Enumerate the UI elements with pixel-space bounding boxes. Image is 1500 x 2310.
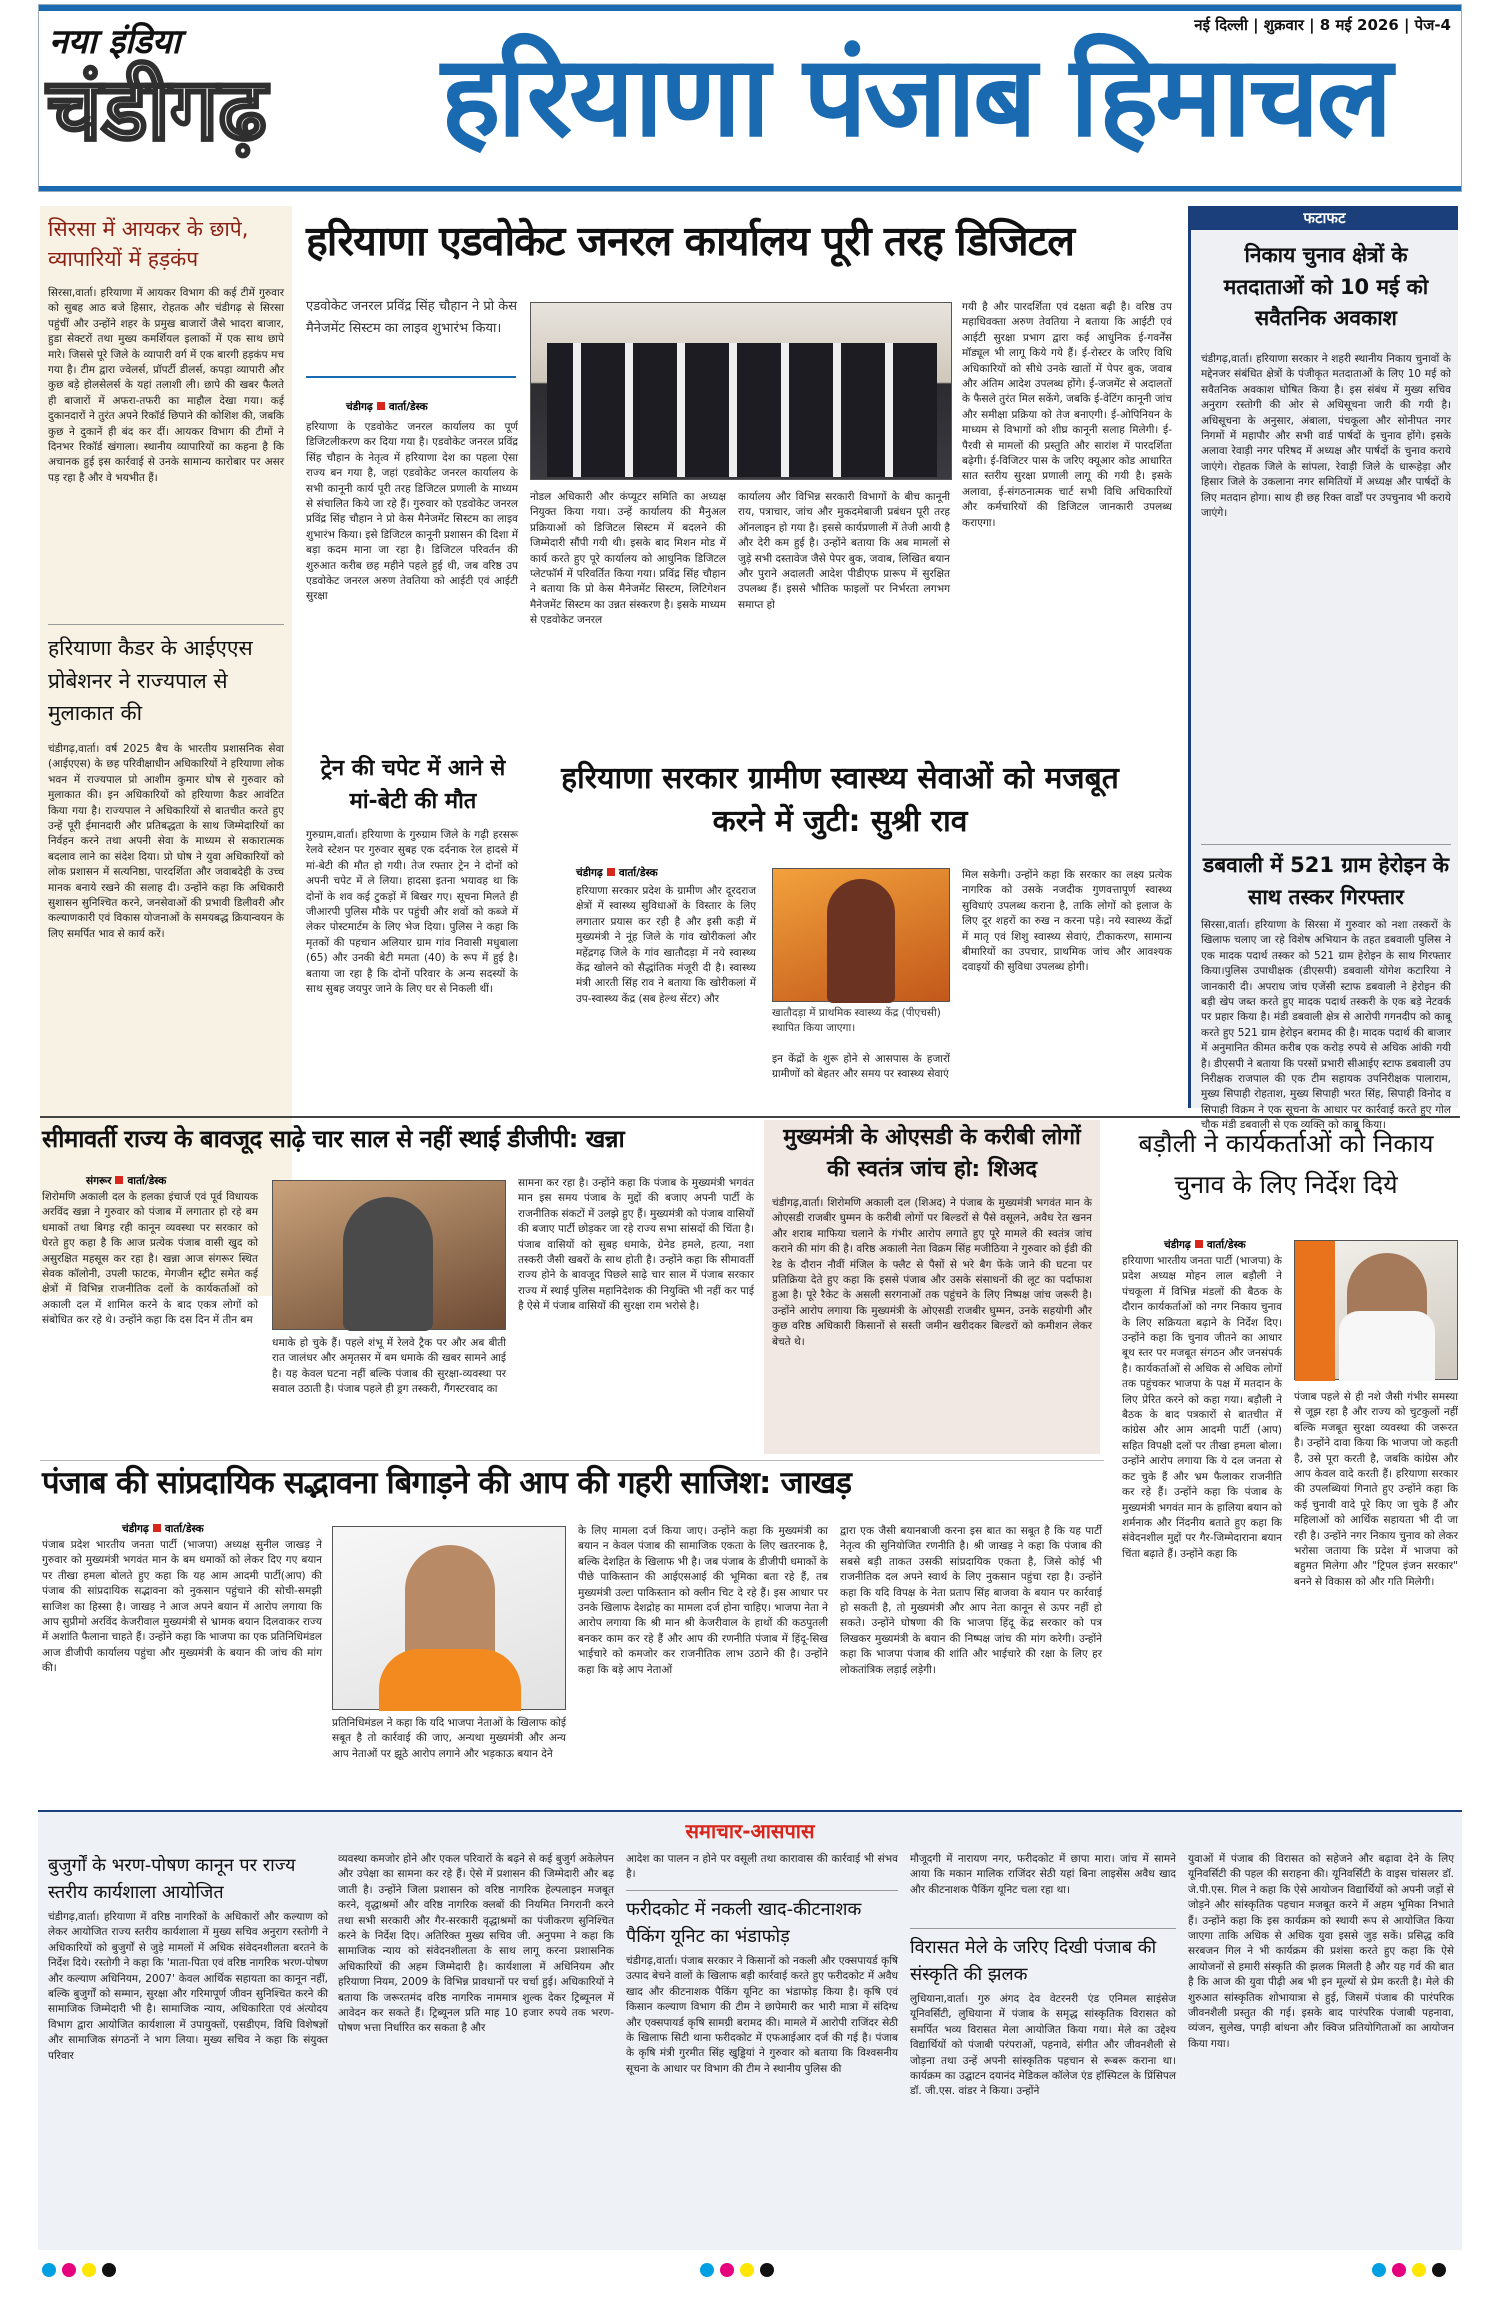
registration-dot	[720, 2263, 734, 2277]
story-headline: निकाय चुनाव क्षेत्रों के मतदाताओं को 10 मई को सवैतनिक अवकाश	[1223, 243, 1429, 330]
byline-place: चंडीगढ़	[346, 401, 373, 413]
registration-dot	[102, 2263, 116, 2277]
registration-dot	[1392, 2263, 1406, 2277]
photo-person-clothes	[379, 1649, 521, 1711]
badoli-headline: बड़ौली ने कार्यकर्ताओं को निकाय चुनाव के लिए निर्देश दिये	[1138, 1129, 1434, 1199]
divider	[626, 1890, 898, 1891]
registration-dot	[700, 2263, 714, 2277]
byline-marker	[607, 868, 615, 876]
story-body: व्यवस्था कमजोर होने और एकल परिवारों के बढ़ने से कई बुजुर्ग अकेलेपन और उपेक्षा का सामना कर रहे हैं। ऐसे में प्रशासन की जिम्मेदारी और बढ़ जाती है। उन्होंने जिला प्रशासन को वरिष्ठ नागरिक हेल्पलाइन मजबूत करने, वृद्धाश्रमों और वरिष्ठ नागरिक क्लबों की नियमित निगरानी करने तथा सभी सरकारी और गैर-सरकारी वृद्धाश्रमों का पंजीकरण सुनिश्चित करने के निर्देश दिए। अतिरिक्त मुख्य सचिव जी. अनुपमा ने कहा कि सामाजिक न्याय को संवेदनशीलता के साथ लागू करना प्रशासनिक अधिकारियों की अहम जिम्मेदारी है। कार्यशाला में अधिनियम और हरियाणा नियम, 2009 के विभिन्न प्रावधानों पर चर्चा हुई। अधिकारियों ने बताया कि जरूरतमंद वरिष्ठ नागरिक नाममात्र शुल्क देकर ट्रिब्यूनल में आवेदन कर सकते हैं। ट्रिब्यूनल प्रति माह 10 हजार रुपये तक भरण-पोषण भत्ता निर्धारित कर सकता है और	[338, 1853, 614, 2035]
jakhar-col-3: के लिए मामला दर्ज किया जाए। उन्होंने कहा कि मुख्यमंत्री का बयान न केवल पंजाब की सामाजिक एकता के लिए खतरनाक है, बल्कि देशहित के खिलाफ भी है। जब पंजाब के डीजीपी धमाकों के पीछे पाकिस्तान की आईएसआई की भूमिका बता रहे हैं, तब मुख्यमंत्री उल्टा पाकिस्तान को क्लीन चिट दे रहे हैं। इस आधार पर उनके खिलाफ देशद्रोह का मामला दर्ज होना चाहिए। भाजपा नेता ने आरोप लगाया कि श्री मान श्री केजरीवाल के हाथों की कठपुतली बनकर काम कर रहे हैं और आप की रणनीति पंजाब में हिंदू-सिख भाईचारे को कमजोर कर राजनीतिक लाभ उठाने की है। उन्होंने कहा कि बड़े आप नेताओं	[578, 1525, 828, 1676]
lead-col-2: नोडल अधिकारी और कंप्यूटर समिति का अध्यक्ष नियुक्त किया गया। उन्हें कार्यालय की मैनुअल प्रक्रियाओं को डिजिटल सिस्टम में बदलने की जिम्मेदारी सौंपी गयी थी। इसके बाद मिशन मोड में कार्य करते हुए पूरे कार्यालय को आधुनिक डिजिटल प्लेटफॉर्म में परिवर्तित किया गया। प्रविंद्र सिंह चौहान ने बताया कि प्रो केस मैनेजमेंट सिस्टम, लिटिगेशन मैनेजमेंट सिस्टम का उन्नत संस्करण है। इसके माध्यम से एडवोकेट जनरल	[530, 491, 726, 627]
health-photo	[772, 868, 950, 1002]
story-body: चंडीगढ़,वार्ता। वर्ष 2025 बैच के भारतीय प्रशासनिक सेवा (आईएएस) के छह परिवीक्षाधीन अधिकारियों ने हरियाणा लोक भवन में राज्यपाल प्रो आशीम कुमार घोष से गुरुवार को मुलाकात की। इन अधिकारियों को हरियाणा कैडर आवंटित किया गया है। राज्यपाल ने अधिकारियों से बातचीत करते हुए उन्हें पूरी ईमानदारी और प्रतिबद्धता के साथ जिम्मेदारियों का निर्वहन करने तथा अपनी सेवा के माध्यम से सकारात्मक बदलाव लाने का संदेश दिया। प्रो घोष ने युवा अधिकारियों को लोक प्रशासन में सत्यनिष्ठा, पारदर्शिता और जवाबदेही के उच्च मानक बनाये रखने की सलाह दी। उन्होंने कहा कि अधिकारी सुशासन सुनिश्चित करने, जनसेवाओं की प्रभावी डिलीवरी और कल्याणकारी एवं विकास योजनाओं के समयबद्ध क्रियान्वयन के लिए समर्पित भाव से कार्य करें।	[48, 743, 284, 940]
story-body: आदेश का पालन न होने पर वसूली तथा कारावास की कार्रवाई भी संभव है।	[626, 1853, 898, 1881]
registration-marks-right	[1372, 2262, 1452, 2281]
dgp-col-2: धमाके हो चुके हैं। पहले शंभू में रेलवे ट्रैक पर और अब बीती रात जालंधर और अमृतसर में बम धमाके की खबर सामने आई है। यह केवल घटना नहीं बल्कि पंजाब की सुरक्षा-व्यवस्था पर सवाल उठाती है। पंजाब पहले ही ड्रग तस्करी, गैंगस्टरवाद का	[272, 1337, 506, 1396]
health-col-3: इन केंद्रों के शुरू होने से आसपास के हजारों ग्रामीणों को बेहतर और समय पर स्वास्थ्य सेवाएं	[772, 1053, 950, 1081]
registration-dot	[42, 2263, 56, 2277]
dgp-headline: सीमावर्ती राज्य के बावजूद साढ़े चार साल से नहीं स्थाई डीजीपी: खन्ना	[42, 1125, 625, 1153]
story-headline: डबवाली में 521 ग्राम हेरोइन के साथ तस्कर गिरफ्तार	[1202, 853, 1450, 909]
registration-dot	[1372, 2263, 1386, 2277]
dateline: नई दिल्ली | शुक्रवार | 8 मई 2026 | पेज-4	[1194, 16, 1451, 34]
lead-headline: हरियाणा एडवोकेट जनरल कार्यालय पूरी तरह डिजिटल	[306, 217, 1075, 265]
badoli-photo	[1294, 1240, 1458, 1380]
registration-dot	[82, 2263, 96, 2277]
samachar-section	[38, 1810, 1462, 2250]
section-rule	[40, 1116, 1460, 1118]
photo-person	[827, 879, 895, 1003]
story-headline: बुजुर्गों के भरण-पोषण कानून पर राज्य स्तरीय कार्यशाला आयोजित	[48, 1855, 296, 1903]
byline-agency: वार्ता/डेस्क	[618, 867, 658, 879]
byline-agency: वार्ता/डेस्क	[164, 1523, 204, 1535]
lead-col-3: कार्यालय और विभिन्न सरकारी विभागों के बीच कानूनी राय, पत्राचार, जांच और मुकदमेबाजी प्रबंधन पूरी तरह ऑनलाइन हो गया है। इससे कार्यप्रणाली में तेजी आयी है और देरी कम हुई है। उन्होंने बताया कि अब मामलों से जुड़े सभी दस्तावेज जैसे पेपर बुक, जवाब, लिखित बयान और पुराने अदालती आदेश पीडीएफ प्रारूप में सुरक्षित उपलब्ध हैं। इससे भौतिक फाइलों पर निर्भरता लगभग समाप्त हो	[738, 491, 950, 611]
byline-place: चंडीगढ़	[122, 1523, 149, 1535]
city-name: चंडीगढ़	[47, 60, 267, 160]
story-headline: सिरसा में आयकर के छापे, व्यापारियों में हड़कंप	[48, 217, 249, 272]
party-flag	[1295, 1241, 1335, 1381]
registration-dot	[62, 2263, 76, 2277]
story-body: मौजूदगी में नारायण नगर, फरीदकोट में छापा मारा। जांच में सामने आया कि मकान मालिक राजिंदर सेठी यहां बिना लाइसेंस अवैध खाद और कीटनाशक पैकिंग यूनिट चला रहा था।	[910, 1853, 1176, 1896]
story-body: चंडीगढ़,वार्ता। हरियाणा सरकार ने शहरी स्थानीय निकाय चुनावों के मद्देनजर संबंधित क्षेत्रों के पंजीकृत मतदाताओं के लिए 10 मई को सवैतनिक अवकाश घोषित किया है। इस संबंध में मुख्य सचिव अनुराग रस्तोगी की ओर से अधिसूचना जारी की गयी है। अधिसूचना के अनुसार, अंबाला, पंचकूला और सोनीपत नगर निगमों में महापौर और सभी वार्ड पार्षदों के चुनाव होंगे। इसके अलावा रेवाड़ी नगर परिषद में अध्यक्ष और पार्षदों के चुनाव कराये जाएंगे। रोहतक जिले के सांपला, रेवाड़ी जिले के धारूहेड़ा और हिसार जिले के उकलाना नगर समितियों में अध्यक्ष और पार्षदों के लिए मतदान होगा। साथ ही छह रिक्त वार्डों पर उपचुनाव भी कराये जाएंगे।	[1201, 353, 1451, 520]
train-headline: ट्रेन की चपेट में आने से मां-बेटी की मौत	[320, 756, 506, 814]
fatafat-label: फटाफट	[1191, 206, 1458, 230]
osd-body: चंडीगढ़,वार्ता। शिरोमणि अकाली दल (शिअद) ने पंजाब के मुख्यमंत्री भगवंत मान के ओएसडी राजबीर घुम्मन के करीबी लोगों पर बिल्डरों से पैसे वसूलने, अवैध रेत खनन और शराब माफिया चलाने के गंभीर आरोप लगाते हुए पूरे मामले की स्वतंत्र जांच कराने की मांग की है। वरिष्ठ अकाली नेता विक्रम सिंह मजीठिया ने गुरुवार को ईडी की रेड के दौरान नौवीं मंजिल के फ्लैट से पैसों से भरे बैग फेंके जाने की घटना पर प्रतिक्रिया देते हुए कहा कि इससे पंजाब और उसके संसाधनों की लूट का पर्दाफाश हुआ है। पूरे रैकेट के असली सरगनाओं तक पहुंचने के लिए निष्पक्ष जांच जरूरी है। उन्होंने आरोप लगाया कि मुख्यमंत्री के ओएसडी राजबीर घुम्मन, उनके सहयोगी और कुछ वरिष्ठ अधिकारी किसानों से सस्ती जमीन खरीदकर बिल्डरों को कमीशन लेकर बेचते थे।	[772, 1197, 1092, 1348]
registration-dot	[1432, 2263, 1446, 2277]
badoli-col-2: पंजाब पहले से ही नशे जैसी गंभीर समस्या से जूझ रहा है और राज्य को चुटकुलों नहीं बल्कि मजबूत सुरक्षा व्यवस्था की जरूरत है। उन्होंने दावा किया कि भाजपा जो कहती है, उसे पूरा करती है, जबकि कांग्रेस और आप केवल वादे करती हैं। हरियाणा सरकार की उपलब्धियां गिनाते हुए उन्होंने कहा कि कई चुनावी वादे पूरे किए जा चुके हैं और महिलाओं को आर्थिक सहायता भी दी जा रही है। उन्होंने नगर निकाय चुनाव को लेकर भरोसा जताया कि प्रदेश में भाजपा को बहुमत मिलेगा और "ट्रिपल इंजन सरकार" बनने से विकास को और गति मिलेगी।	[1294, 1391, 1458, 1588]
health-caption: खातौदड़ा में प्राथमिक स्वास्थ्य केंद्र (पीएचसी) स्थापित किया जाएगा।	[772, 1007, 941, 1034]
story-body: युवाओं में पंजाब की विरासत को सहेजने और बढ़ावा देने के लिए यूनिवर्सिटी की पहल की सराहना की। यूनिवर्सिटी के वाइस चांसलर डॉ. जे.पी.एस. गिल ने कहा कि ऐसे आयोजन विद्यार्थियों को अपनी जड़ों से जोड़ने और सांस्कृतिक पहचान मजबूत करने में अहम भूमिका निभाते हैं। उन्होंने कहा कि इस कार्यक्रम को स्थायी रूप से आयोजित किया जाएगा ताकि अधिक से अधिक युवा इससे जुड़ सकें। प्रसिद्ध कवि सरबजन गिल ने भी कार्यक्रम की प्रशंसा करते हुए कहा कि ऐसे आयोजनों से हमारी संस्कृति की झलक मिलती है और यह गर्व की बात है कि आज की युवा पीढ़ी अब भी इन मूल्यों से प्रेम करती है। मेले की शुरुआत सांस्कृतिक शोभायात्रा से हुई, जिसमें पंजाब की पारंपरिक जीवनशैली प्रस्तुत की गई। इसके बाद पारंपरिक पंजाबी पहनावा, व्यंजन, सुलेख, पगड़ी बांधना और क्विज प्रतियोगिताओं का आयोजन किया गया।	[1188, 1853, 1454, 2050]
lead-col-4: गयी है और पारदर्शिता एवं दक्षता बढ़ी है। वरिष्ठ उप महाधिवक्ता अरुण तेवतिया ने बताया कि आईटी एवं आईटी सुरक्षा प्रभाग द्वारा कई आधुनिक ई-गवर्नेंस मॉड्यूल भी लागू किये गये हैं। ई-रोस्टर के जरिए विधि अधिकारियों को सीधे उनके खातों में पेपर बुक, जवाब और अंतिम आदेश उपलब्ध होंगे। ई-जजमेंट से अदालतों के फैसले तुरंत मिल सकेंगे, जबकि ई-वेटिंग कानूनी जांच और समीक्षा प्रक्रिया को तेज बनाएगी। ई-ओपिनियन के माध्यम से विभागों को शीघ्र कानूनी सलाह मिलेगी। ई-पैरवी से मामलों की प्रस्तुति और सारांश में पारदर्शिता बढ़ेगी। ई-विजिटर पास के जरिए क्यूआर कोड आधारित सात स्तरीय सुरक्षा प्रणाली लागू की गयी है। इसके अलावा, ई-संगठनात्मक चार्ट सभी विधि अधिकारियों और कर्मचारियों की डिजिटल जानकारी उपलब्ध कराएगा।	[962, 301, 1172, 529]
masthead-bottom-rule	[39, 186, 1461, 191]
health-col-2: मिल सकेगी। उन्होंने कहा कि सरकार का लक्ष्य प्रत्येक नागरिक को उसके नजदीक गुणवत्तापूर्ण स्वास्थ्य सुविधाएं उपलब्ध कराना है, ताकि लोगों को इलाज के लिए दूर शहरों का रुख न करना पड़े। नये स्वास्थ्य केंद्रों में मातृ एवं शिशु स्वास्थ्य सेवाएं, टीकाकरण, सामान्य बीमारियों का उपचार, प्राथमिक जांच और आवश्यक दवाइयों की सुविधा उपलब्ध होगी।	[962, 869, 1172, 974]
byline-marker	[115, 1176, 123, 1184]
story-body: लुधियाना,वार्ता। गुरु अंगद देव वेटरनरी एंड एनिमल साइंसेज यूनिवर्सिटी, लुधियाना में पंजाब के समृद्ध सांस्कृतिक विरासत को समर्पित भव्य विरासत मेला आयोजित किया गया। मेले का उद्देश्य विद्यार्थियों को पंजाबी परंपराओं, पहनावे, संगीत और जीवनशैली से जोड़ना तथा उन्हें अपनी सांस्कृतिक पहचान से रूबरू कराना था। कार्यक्रम का उद्घाटन दयानंद मेडिकल कॉलेज एंड हॉस्पिटल के प्रिंसिपल डॉ. जी.एस. वांडर ने किया। उन्होंने	[910, 1993, 1176, 2098]
brand-logo: नया इंडिया	[49, 22, 181, 62]
byline-marker	[377, 402, 385, 410]
byline-agency: वार्ता/डेस्क	[127, 1175, 167, 1187]
lead-byline	[346, 400, 428, 414]
train-body: गुरुग्राम,वार्ता। हरियाणा के गुरुग्राम जिले के गढ़ी हरसरू रेलवे स्टेशन पर गुरुवार सुबह एक दर्दनाक रेल हादसे में मां-बेटी की मौत हो गयी। तेज रफ्तार ट्रेन ने दोनों को अपनी चपेट में ले लिया। हादसा इतना भयावह था कि दोनों के शव कई टुकड़ों में बिखर गए। सूचना मिलते ही जीआरपी पुलिस मौके पर पहुंची और शवों को कब्जे में लेकर पोस्टमार्टम के लिए भेज दिया। पुलिस ने कहा कि मृतकों की पहचान अलियार ग्राम गांव निवासी मधुबाला (65) और उनकी बेटी ममता (40) के रूप में हुई है। बताया जा रहा है कि दोनों परिवार के अन्य सदस्यों के साथ सुबह जयपुर जाने के लिए घर से निकली थीं।	[306, 829, 518, 996]
byline-place: संगरूर	[86, 1175, 112, 1187]
section-title: हरियाणा पंजाब हिमाचल	[441, 32, 1390, 162]
byline-place: चंडीगढ़	[1164, 1239, 1191, 1251]
health-byline	[576, 866, 658, 880]
dgp-col-1: शिरोमणि अकाली दल के हलका इंचार्ज एवं पूर्व विधायक अरविंद खन्ना ने गुरुवार को पंजाब में लगातार हो रहे बम धमाकों तथा बिगड़ रही कानून व्यवस्था पर सरकार को घेरते हुए कहा है कि आज प्रत्येक पंजाब वासी खुद को असुरक्षित महसूस कर रहा है। खन्ना आज संगरूर स्थित सेवक कॉलोनी, उपली फाटक, मेगजीन स्ट्रीट समेत कई क्षेत्रों में विभिन्न राजनीतिक दलों के कार्यकर्ताओं को अकाली दल में शामिल करने के बाद एकत्र लोगों को संबोधित कर रहे थे। उन्होंने कहा कि दस दिन में तीन बम	[42, 1191, 258, 1327]
caption-rule	[306, 376, 516, 378]
photo-person	[343, 1197, 433, 1331]
byline-agency: वार्ता/डेस्क	[388, 401, 428, 413]
osd-headline: मुख्यमंत्री के ओएसडी के करीबी लोगों की स्वतंत्र जांच हो: शिअद	[783, 1125, 1081, 1182]
registration-dot	[740, 2263, 754, 2277]
photo-person-clothes	[1339, 1311, 1435, 1381]
jakhar-col-2: प्रतिनिधिमंडल ने कहा कि यदि भाजपा नेताओं के खिलाफ कोई सबूत है तो कार्रवाई की जाए, अन्यथा मुख्यमंत्री और अन्य आप नेताओं पर झूठे आरोप लगाने और भड़काऊ बयान देने	[332, 1717, 566, 1760]
divider	[910, 1928, 1176, 1929]
story-body: चंडीगढ़,वार्ता। हरियाणा में वरिष्ठ नागरिकों के अधिकारों और कल्याण को लेकर आयोजित राज्य स्तरीय कार्यशाला में मुख्य सचिव अनुराग रस्तोगी ने अधिकारियों को बुजुर्गों से जुड़े मामलों में अधिक संवेदनशीलता बरतने के निर्देश दिये। रस्तोगी ने कहा कि 'माता-पिता एवं वरिष्ठ नागरिक भरण-पोषण और कल्याण अधिनियम, 2007' केवल आर्थिक सहायता का कानून नहीं, बल्कि बुजुर्गों को सम्मान, सुरक्षा और गरिमापूर्ण जीवन सुनिश्चित करने की सामाजिक जिम्मेदारी भी है। सामाजिक न्याय, अधिकारिता एवं अंत्योदय विभाग द्वारा आयोजित कार्यशाला में उपायुक्तों, एसडीएम, विधि विशेषज्ञों और सामाजिक संगठनों ने भाग लिया। मुख्य सचिव ने कहा कि संयुक्त परिवार	[48, 1911, 328, 2062]
divider	[1201, 844, 1451, 845]
photo-people	[547, 343, 937, 477]
badoli-col-1: हरियाणा भारतीय जनता पार्टी (भाजपा) के प्रदेश अध्यक्ष मोहन लाल बड़ौली ने पंचकूला में विभिन्न मंडलों की बैठक के दौरान कार्यकर्ताओं को नगर निकाय चुनाव के लिए सक्रियता बढ़ाने के निर्देश दिए। उन्होंने कहा कि चुनाव जीतने का आधार बूथ स्तर पर मजबूत संगठन और जनसंपर्क है। कार्यकर्ताओं से अधिक से अधिक लोगों तक पहुंचकर भाजपा के पक्ष में मतदान के लिए प्रेरित करने को कहा गया। बड़ौली ने बैठक के बाद पत्रकारों से बातचीत में कांग्रेस और आम आदमी पार्टी (आप) सहित विपक्षी दलों पर तीखा हमला बोला। उन्होंने आरोप लगाया कि ये दल जनता से कट चुके हैं और भ्रम फैलाकर राजनीति कर रहे हैं। उन्होंने कहा कि पंजाब के मुख्यमंत्री भगवंत मान के हालिया बयान को शर्मनाक और निंदनीय बताते हुए कहा कि संवेदनशील मुद्दों पर गैर-जिम्मेदाराना बयान चिंता बढ़ाते हैं। उन्होंने कहा कि	[1122, 1255, 1282, 1560]
jakhar-col-4: द्वारा एक जैसी बयानबाजी करना इस बात का सबूत है कि यह पार्टी नेतृत्व की सुनियोजित रणनीति है। श्री जाखड़ ने कहा कि पंजाब की सबसे बड़ी ताकत उसकी सांप्रदायिक एकता है, जिसे कोई भी राजनीतिक दल अपने स्वार्थ के लिए नुकसान पहुंचा रहा है। उन्होंने कहा कि यदि विपक्ष के नेता प्रताप सिंह बाजवा के बयान पर कार्रवाई हो सकती है, तो मुख्यमंत्री और आप नेता कानून से ऊपर नहीं हो सकते। उन्होंने घोषणा की कि भाजपा हिंदू केंद्र सरकार को पत्र लिखकर मुख्यमंत्री के बयान की निष्पक्ष जांच की मांग करेगी। उन्होंने कहा कि भाजपा पंजाब की शांति और भाईचारे की रक्षा के लिए हर लोकतांत्रिक लड़ाई लड़ेगी।	[840, 1525, 1102, 1676]
lead-caption: एडवोकेट जनरल प्रविंद्र सिंह चौहान ने प्रो केस मैनेजमेंट सिस्टम का लाइव शुभारंभ किया।	[306, 299, 518, 336]
registration-marks-center	[700, 2262, 780, 2281]
masthead	[38, 4, 1462, 192]
lead-col-1: हरियाणा के एडवोकेट जनरल कार्यालय का पूर्ण डिजिटलीकरण कर दिया गया है। एडवोकेट जनरल प्रविंद्र सिंह चौहान के नेतृत्व में हरियाणा देश का पहला ऐसा राज्य बन गया है, जहां एडवोकेट जनरल कार्यालय के सभी कानूनी कार्य पूरी तरह डिजिटल प्रणाली के माध्यम से संचालित किये जा रहे हैं। गुरुवार को एडवोकेट जनरल प्रविंद्र सिंह चौहान ने प्रो केस मैनेजमेंट सिस्टम का लाइव शुभारंभ किया। इसे डिजिटल कानूनी प्रशासन की दिशा में बड़ा कदम माना जा रहा है। डिजिटल परिवर्तन की शुरुआत करीब छह महीने पहले हुई थी, जब वरिष्ठ उप एडवोकेट जनरल अरुण तेवतिया को आईटी एवं आईटी सुरक्षा	[306, 421, 518, 603]
dgp-byline	[86, 1174, 166, 1188]
photo-person	[405, 1545, 495, 1665]
jakhar-col-1: पंजाब प्रदेश भारतीय जनता पार्टी (भाजपा) अध्यक्ष सुनील जाखड़ ने गुरुवार को मुख्यमंत्री भगवंत मान के बम धमाकों को लेकर दिए गए बयान पर तीखा हमला बोलते हुए कहा कि यह आम आदमी पार्टी(आप) की पंजाब की सांप्रदायिक सद्भावना को नुकसान पहुंचाने की सोची-समझी साजिश का हिस्सा है। जाखड़ ने आज अपने बयान में आरोप लगाया कि आप सुप्रीमो अरविंद केजरीवाल मुख्यमंत्री से भ्रामक बयान दिलवाकर राज्य में अशांति फैलाना चाहते हैं। उन्होंने कहा कि भाजपा का एक प्रतिनिधिमंडल आज डीजीपी कार्यालय पहुंचा और मुख्यमंत्री के बयान की जांच की मांग की।	[42, 1539, 322, 1675]
story-body: सिरसा,वार्ता। हरियाणा में आयकर विभाग की कई टीमें गुरुवार को सुबह आठ बजे हिसार, रोहतक और चंडीगढ़ से सिरसा पहुंचीं और उन्होंने शहर के प्रमुख बाजारों जैसे भादरा बाजार, हुडा सेक्टरों तथा मुख्य कमर्शियल इलाकों में एक साथ छापे मारे। जिससे पूरे जिले के व्यापारी वर्ग में एक बारगी हड़कंप मच गया है। टीम द्वारा ज्वेलर्स, प्रॉपर्टी डीलर्स, कपड़ा व्यापारी और कुछ बड़े होलसेलर्स के यहां तलाशी ली। छापे की खबर फैलते ही बाजारों में अफरा-तफरी का माहौल देखा गया। कई दुकानदारों ने तुरंत अपने रिकॉर्ड छिपाने की कोशिश की, जबकि कुछ ने दुकानें ही बंद कर दीं। आयकर विभाग की टीमों ने दिनभर रिकॉर्ड खंगाला। स्थानीय व्यापारियों का कहना है कि अचानक हुई इस कार्रवाई से उनके सामान्य कारोबार पर असर पड़ रहा है और वे भयभीत हैं।	[48, 287, 284, 484]
badoli-byline	[1164, 1238, 1246, 1252]
registration-marks-left	[42, 2262, 122, 2281]
section-rule	[40, 1460, 1104, 1461]
samachar-label: समाचार-आसपास	[685, 1819, 815, 1843]
registration-dot	[1412, 2263, 1426, 2277]
story-headline: विरासत मेले के जरिए दिखी पंजाब की संस्कृति की झलक	[910, 1937, 1157, 1985]
byline-marker	[1195, 1240, 1203, 1248]
fatafat-column	[1188, 206, 1458, 1132]
divider	[48, 624, 284, 625]
story-headline: हरियाणा कैडर के आईएएस प्रोबेशनर ने राज्यपाल से मुलाकात की	[48, 636, 253, 726]
dgp-col-3: सामना कर रहा है। उन्होंने कहा कि पंजाब के मुख्यमंत्री भगवंत मान इस समय पंजाब के मुद्दों की बजाए अपनी पार्टी के राजनीतिक संकटों में उलझे हुए हैं। मुख्यमंत्री को पंजाब वासियों की बजाए पार्टी छोड़कर जा रहे राज्य सभा सांसदों की चिंता है। पंजाब वासियों को सुबह धमाके, ग्रेनेड हमले, हत्या, नशा तस्करी जैसी खबरों के साथ होती है। उन्होंने कहा कि सीमावर्ती राज्य होने के बावजूद पिछले साढ़े चार साल में पंजाब सरकार राज्य में स्थाई पुलिस महानिदेशक की नियुक्ति भी नहीं कर पाई है ऐसे में पंजाब वासियों की सुरक्षा राम भरोसे है।	[518, 1177, 754, 1313]
health-col-1: हरियाणा सरकार प्रदेश के ग्रामीण और दूरदराज क्षेत्रों में स्वास्थ्य सुविधाओं के विस्तार के लिए लगातार प्रयास कर रही है और इसी कड़ी में मुख्यमंत्री ने नूंह जिले के गांव खोरीकलां और महेंद्रगढ़ जिले के गांव खातौदड़ा में नये स्वास्थ्य केंद्र खोलने को सैद्धांतिक मंजूरी दी है। स्वास्थ्य मंत्री आरती सिंह राव ने बताया कि खोरीकलां में उप-स्वास्थ्य केंद्र (सब हेल्थ सेंटर) और	[576, 885, 756, 1005]
byline-agency: वार्ता/डेस्क	[1206, 1239, 1246, 1251]
jakhar-photo	[332, 1526, 566, 1710]
masthead-top-rule	[39, 5, 1461, 11]
story-body: चंडीगढ़,वार्ता। पंजाब सरकार ने किसानों को नकली और एक्सपायर्ड कृषि उत्पाद बेचने वालों के खिलाफ बड़ी कार्रवाई करते हुए फरीदकोट में अवैध खाद और कीटनाशक पैकिंग यूनिट का भंडाफोड़ किया है। कृषि एवं किसान कल्याण विभाग की टीम ने छापेमारी कर भारी मात्रा में संदिग्ध और एक्सपायर्ड कृषि सामग्री बरामद की। मामले में आरोपी राजिंदर सेठी के खिलाफ सिटी थाना फरीदकोट में एफआईआर दर्ज की गई है। पंजाब के कृषि मंत्री गुरमीत सिंह खुड्डियां ने गुरुवार को बताया कि विश्वसनीय सूचना के आधार पर विभाग की टीम ने स्थानीय पुलिस की	[626, 1955, 898, 2075]
dgp-photo	[272, 1180, 506, 1330]
health-headline: हरियाणा सरकार ग्रामीण स्वास्थ्य सेवाओं को मजबूत करने में जुटी: सुश्री राव	[561, 761, 1119, 839]
byline-marker	[153, 1524, 161, 1532]
jakhar-byline	[122, 1522, 204, 1536]
lead-photo	[530, 302, 952, 480]
byline-place: चंडीगढ़	[576, 867, 603, 879]
registration-dot	[760, 2263, 774, 2277]
story-body: सिरसा,वार्ता। हरियाणा के सिरसा में गुरुवार को नशा तस्करों के खिलाफ चलाए जा रहे विशेष अभियान के तहत डबवाली पुलिस ने एक मादक पदार्थ तस्कर को 521 ग्राम हेरोइन के साथ गिरफ्तार किया।पुलिस उपाधीक्षक (डीएसपी) डबवाली योगेश कटारिया ने जानकारी दी। अपराध जांच एजेंसी स्टाफ डबवाली ने हेरोइन की बड़ी खेप जब्त करते हुए मादक पदार्थ तस्करी के एक बड़े नेटवर्क पर प्रहार किया है। मंडी डबवाली क्षेत्र से आरोपी गगनदीप को काबू करते हुए 521 ग्राम हेरोइन बरामद की है। मादक पदार्थ की बाजार में अनुमानित कीमत करीब एक करोड़ रुपये से अधिक आंकी गयी है। डीएसपी ने बताया कि परसों प्रभारी सीआईए स्टाफ डबवाली उप निरीक्षक राजपाल की एक टीम सहायक उपनिरीक्षक पालाराम, मुख्य सिपाही रोहताश, मुख्य सिपाही भरत सिंह, सिपाही विनोद व सिपाही विक्रम ने एक सूचना के आधार पर कार्रवाई करते हुए गोल चौक मंडी डबवाली से एक व्यक्ति को काबू किया।	[1201, 919, 1451, 1132]
jakhar-headline: पंजाब की सांप्रदायिक सद्भावना बिगाड़ने की आप की गहरी साजिश: जाखड़	[42, 1465, 852, 1501]
story-headline: फरीदकोट में नकली खाद-कीटनाशक पैकिंग यूनिट का भंडाफोड़	[626, 1899, 862, 1947]
